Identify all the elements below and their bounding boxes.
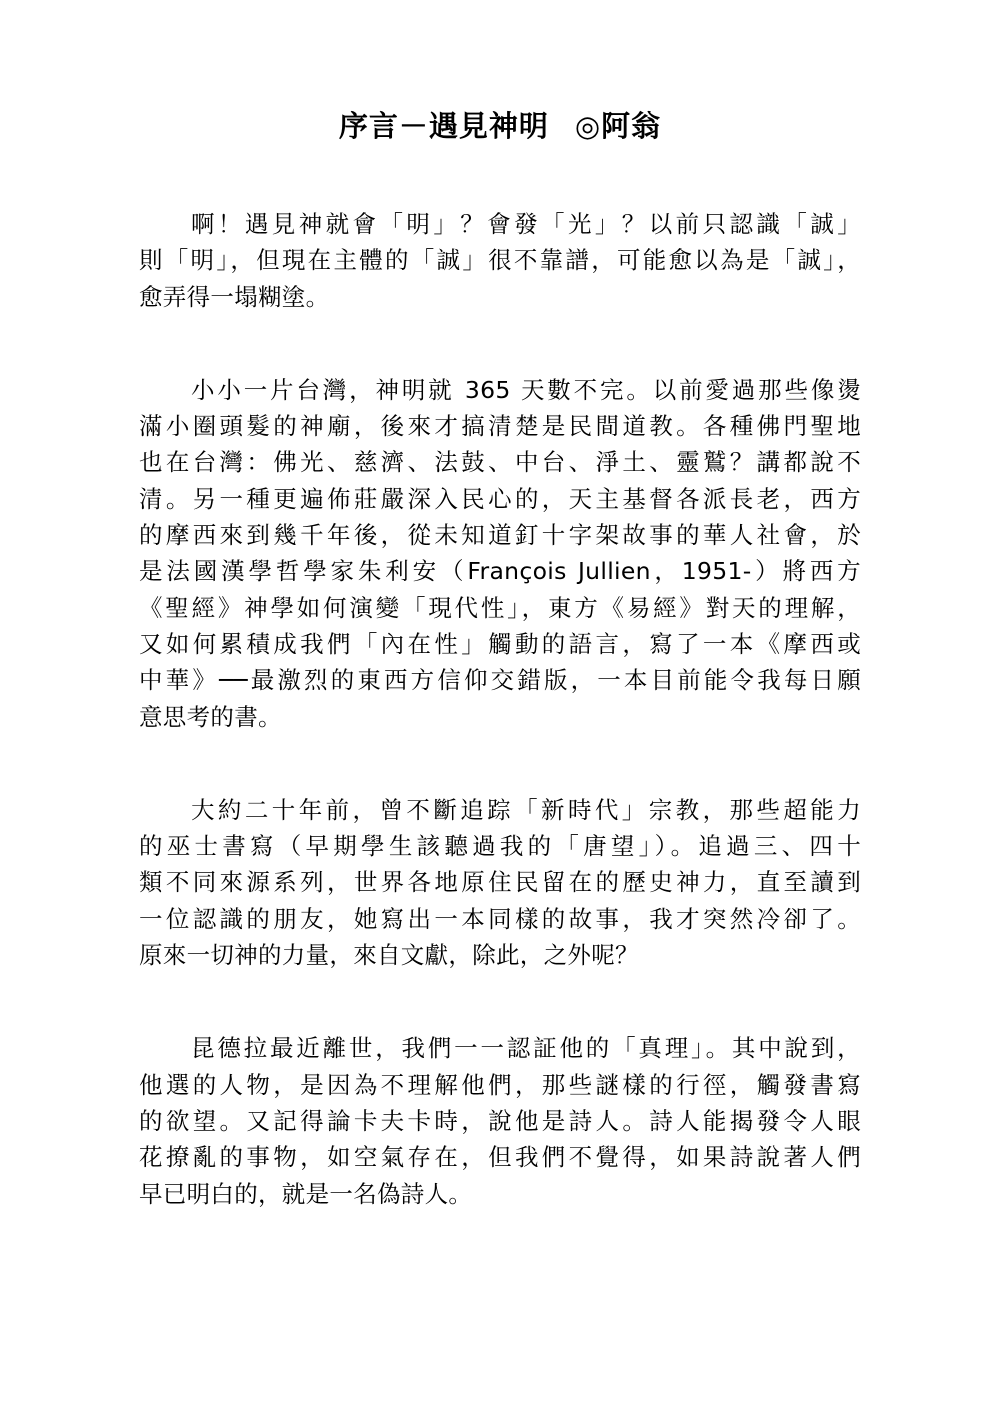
author-mark: ◎阿翁 <box>574 109 662 143</box>
paragraph-line: 一位認識的朋友，她寫出一本同樣的故事，我才突然冷卻了。 <box>139 904 861 933</box>
paragraph-line: 的巫士書寫（早期學生該聽過我的「唐望」）。追過三、四十 <box>139 832 861 861</box>
paragraph-line: 滿小圈頭髮的神廟，後來才搞清楚是民間道教。各種佛門聖地 <box>139 412 861 441</box>
paragraph-line: 類不同來源系列，世界各地原住民留在的歷史神力，直至讀到 <box>139 868 861 897</box>
paragraph-line: 清。另一種更遍佈莊嚴深入民心的，天主基督各派長老，西方 <box>139 484 861 513</box>
paragraph-3 <box>139 792 861 973</box>
paragraph-line: 又如何累積成我們「內在性」觸動的語言，寫了一本《摩西或 <box>139 629 861 658</box>
paragraph-line: 小小一片台灣，神明就 365 天數不完。以前愛過那些像燙 <box>191 375 861 404</box>
paragraph-1 <box>139 206 861 315</box>
paragraph-line: 《聖經》神學如何演變「現代性」，東方《易經》對天的理解， <box>139 593 861 622</box>
paragraph-2 <box>139 372 861 735</box>
title-text: 序言－遇見神明 <box>338 109 549 143</box>
body-text <box>139 206 861 1269</box>
paragraph-line: 愈弄得一塌糊塗。 <box>139 282 330 311</box>
paragraph-line: 的摩西來到幾千年後，從未知道釘十字架故事的華人社會，於 <box>139 521 861 550</box>
paragraph-line: 是法國漢學哲學家朱利安（François Jullien，1951-）將西方 <box>139 557 861 586</box>
paragraph-line: 昆德拉最近離世，我們一一認証他的「真理」。其中說到， <box>191 1034 861 1063</box>
paragraph-line: 也在台灣：佛光、慈濟、法鼓、中台、淨土、靈鷲？講都說不 <box>139 448 861 477</box>
paragraph-line: 花撩亂的事物，如空氣存在，但我們不覺得，如果詩說著人們 <box>139 1143 861 1172</box>
paragraph-line: 早已明白的，就是一名偽詩人。 <box>139 1179 473 1208</box>
paragraph-line: 他選的人物，是因為不理解他們，那些謎樣的行徑，觸發書寫 <box>139 1070 861 1099</box>
paragraph-line: 則「明」，但現在主體的「誠」很不靠譜，可能愈以為是「誠」， <box>139 246 861 275</box>
paragraph-line: 意思考的書。 <box>139 702 282 731</box>
paragraph-line: 中華》──最激烈的東西方信仰交錯版，一本目前能令我每日願 <box>139 666 861 695</box>
paragraph-line: 原來一切神的力量，來自文獻，除此，之外呢？ <box>139 941 639 970</box>
paragraph-line: 大約二十年前，曾不斷追踪「新時代」宗教，那些超能力 <box>191 795 861 824</box>
page-title <box>0 104 1000 145</box>
paragraph-line: 的欲望。又記得論卡夫卡時，說他是詩人。詩人能揭發令人眼 <box>139 1106 861 1135</box>
paragraph-line: 啊！遇見神就會「明」？會發「光」？以前只認識「誠」 <box>191 210 861 238</box>
paragraph-4 <box>139 1030 861 1211</box>
